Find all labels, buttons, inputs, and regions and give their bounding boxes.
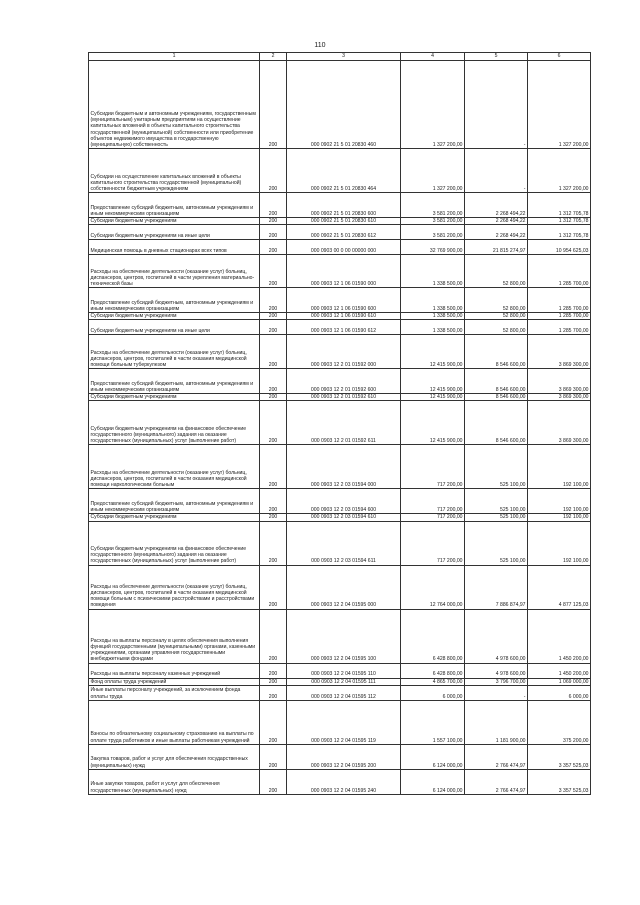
row-approved-amount: 6 124 000,00: [401, 769, 465, 794]
row-name: Расходы на обеспечение деятельности (оказание услуг) больниц, диспансеров, центров, госпиталей в части оказания медицинской помощи больным с психическими расстройствами и расстройствами поведения: [89, 565, 260, 609]
row-approved-amount: 12 415 900,00: [401, 335, 465, 369]
row-code: 200: [260, 685, 287, 700]
row-classification-code: 000 0903 12 2 01 01592 611: [287, 401, 401, 445]
row-executed-amount: 8 546 600,00: [465, 369, 528, 394]
row-executed-amount: 2 766 474,97: [465, 769, 528, 794]
row-approved-amount: 6 000,00: [401, 685, 465, 700]
row-unexecuted-amount: 1 312 705,78: [528, 225, 591, 240]
table-row: [89, 744, 591, 769]
table-row: [89, 61, 591, 149]
row-approved-amount: 32 769 900,00: [401, 240, 465, 255]
row-executed-amount: -: [465, 149, 528, 193]
row-name: Расходы на обеспечение деятельности (оказание услуг) больниц, диспансеров, центров, госпиталей в части оказания медицинской помощи наркологическим больным: [89, 445, 260, 489]
row-executed-amount: 8 546 600,00: [465, 394, 528, 401]
row-code: 200: [260, 313, 287, 320]
row-approved-amount: 1 557 100,00: [401, 700, 465, 744]
row-code: 200: [260, 288, 287, 313]
row-code: 200: [260, 769, 287, 794]
row-approved-amount: 12 415 900,00: [401, 394, 465, 401]
row-unexecuted-amount: 1 450 200,00: [528, 663, 591, 678]
row-unexecuted-amount: 6 000,00: [528, 685, 591, 700]
row-executed-amount: 525 100,00: [465, 514, 528, 521]
row-executed-amount: 4 978 600,00: [465, 609, 528, 663]
table-row: [89, 489, 591, 514]
row-name: Расходы на выплаты персоналу в целях обеспечения выполнения функций государственными (муниципальными) органами, казенными учреждениями, органами управления государственными внебюджетными фондами: [89, 609, 260, 663]
row-classification-code: 000 0903 12 2 04 01595 111: [287, 678, 401, 685]
row-classification-code: 000 0903 00 0 00 00000 000: [287, 240, 401, 255]
table-row: [89, 320, 591, 335]
row-classification-code: 000 0903 12 1 06 01590 000: [287, 255, 401, 288]
page-number: 110: [314, 42, 326, 49]
row-classification-code: 000 0903 12 2 04 01595 240: [287, 769, 401, 794]
row-approved-amount: 3 581 200,00: [401, 218, 465, 225]
row-code: 200: [260, 744, 287, 769]
row-executed-amount: 2 268 494,22: [465, 218, 528, 225]
row-approved-amount: 12 415 900,00: [401, 401, 465, 445]
row-code: 200: [260, 489, 287, 514]
row-classification-code: 000 0903 12 2 01 01592 610: [287, 394, 401, 401]
row-executed-amount: 1 181 900,00: [465, 700, 528, 744]
row-name: Субсидии бюджетным учреждениям: [89, 394, 260, 401]
table-row: [89, 369, 591, 394]
row-name: Субсидии бюджетным учреждениям: [89, 218, 260, 225]
row-approved-amount: 1 338 500,00: [401, 288, 465, 313]
row-classification-code: 000 0903 12 2 01 01592 000: [287, 335, 401, 369]
row-classification-code: 000 0903 12 2 04 01595 112: [287, 685, 401, 700]
row-unexecuted-amount: 1 312 705,78: [528, 193, 591, 218]
row-code: 200: [260, 394, 287, 401]
row-executed-amount: 525 100,00: [465, 521, 528, 565]
row-name: Предоставление субсидий бюджетным, автономным учреждениям и иным некоммерческим организациям: [89, 489, 260, 514]
row-approved-amount: 717 200,00: [401, 445, 465, 489]
row-approved-amount: 717 200,00: [401, 521, 465, 565]
row-unexecuted-amount: 3 869 300,00: [528, 394, 591, 401]
row-unexecuted-amount: 375 200,00: [528, 700, 591, 744]
row-executed-amount: 2 268 494,22: [465, 193, 528, 218]
row-name: Субсидии бюджетным учреждениям: [89, 313, 260, 320]
row-code: 200: [260, 521, 287, 565]
row-name: Предоставление субсидий бюджетным, автономным учреждениям и иным некоммерческим организациям: [89, 193, 260, 218]
row-approved-amount: 1 338 500,00: [401, 313, 465, 320]
budget-table: [88, 52, 591, 795]
row-code: 200: [260, 445, 287, 489]
row-classification-code: 000 0903 12 2 04 01595 110: [287, 663, 401, 678]
row-code: 200: [260, 61, 287, 149]
row-code: 200: [260, 565, 287, 609]
row-code: 200: [260, 401, 287, 445]
row-code: 200: [260, 149, 287, 193]
table-row: [89, 218, 591, 225]
table-row: [89, 313, 591, 320]
row-unexecuted-amount: 10 954 625,03: [528, 240, 591, 255]
row-unexecuted-amount: 1 327 200,00: [528, 149, 591, 193]
row-classification-code: 000 0902 21 5 01 20830 600: [287, 193, 401, 218]
row-name: Взносы по обязательному социальному страхованию на выплаты по оплате труда работников и иные выплаты работникам учреждений: [89, 700, 260, 744]
row-classification-code: 000 0902 21 5 01 20830 612: [287, 225, 401, 240]
table-row: [89, 609, 591, 663]
row-name: Субсидии бюджетным и автономным учреждениям, государственным (муниципальным) унитарным предприятиям на осуществление капитальных вложений в объекты капитального строительства государственной (муниципальной) собственности или приобретение объектов недвижимого имущества в государственную (муниципальную) собственность: [89, 61, 260, 149]
row-code: 200: [260, 663, 287, 678]
table-row: [89, 769, 591, 794]
row-unexecuted-amount: 3 869 300,00: [528, 401, 591, 445]
row-approved-amount: 3 581 200,00: [401, 193, 465, 218]
row-approved-amount: 4 865 700,00: [401, 678, 465, 685]
row-approved-amount: 12 415 900,00: [401, 369, 465, 394]
row-classification-code: 000 0903 12 2 04 01595 200: [287, 744, 401, 769]
table-row: [89, 149, 591, 193]
header-cell-5: 5: [465, 53, 528, 61]
row-name: Расходы на обеспечение деятельности (оказание услуг) больниц, диспансеров, центров, госпиталей в части укрепления материально-технической базы: [89, 255, 260, 288]
row-approved-amount: 1 338 500,00: [401, 320, 465, 335]
table-row: [89, 401, 591, 445]
row-classification-code: 000 0903 12 2 04 01595 000: [287, 565, 401, 609]
table-row: [89, 335, 591, 369]
row-executed-amount: 7 886 874,97: [465, 565, 528, 609]
row-name: Субсидии бюджетным учреждениям на иные цели: [89, 320, 260, 335]
row-approved-amount: 717 200,00: [401, 514, 465, 521]
row-unexecuted-amount: 3 869 300,00: [528, 335, 591, 369]
row-unexecuted-amount: 192 100,00: [528, 445, 591, 489]
row-code: 200: [260, 514, 287, 521]
header-cell-6: 6: [528, 53, 591, 61]
row-unexecuted-amount: 1 285 700,00: [528, 320, 591, 335]
table-row: [89, 685, 591, 700]
table-row: [89, 255, 591, 288]
row-name: Медицинская помощь в дневных стационарах всех типов: [89, 240, 260, 255]
row-code: 200: [260, 678, 287, 685]
header-cell-1: 1: [89, 53, 260, 61]
row-approved-amount: 6 428 800,00: [401, 663, 465, 678]
row-classification-code: 000 0902 21 5 01 20830 460: [287, 61, 401, 149]
row-classification-code: 000 0902 21 5 01 20830 464: [287, 149, 401, 193]
row-executed-amount: 3 796 700,00: [465, 678, 528, 685]
row-classification-code: 000 0903 12 2 04 01595 100: [287, 609, 401, 663]
table-row: [89, 514, 591, 521]
row-unexecuted-amount: 1 285 700,00: [528, 288, 591, 313]
table-row: [89, 394, 591, 401]
table-row: [89, 240, 591, 255]
row-name: Субсидии бюджетным учреждениям на финансовое обеспечение государственного (муниципального) задания на оказание государственных (муниципальных) услуг (выполнение работ): [89, 401, 260, 445]
row-classification-code: 000 0903 12 2 03 01594 600: [287, 489, 401, 514]
row-classification-code: 000 0902 21 5 01 20830 610: [287, 218, 401, 225]
row-approved-amount: 6 428 800,00: [401, 609, 465, 663]
row-executed-amount: 52 800,00: [465, 320, 528, 335]
row-code: 200: [260, 320, 287, 335]
row-approved-amount: 6 124 000,00: [401, 744, 465, 769]
row-name: Фонд оплаты труда учреждений: [89, 678, 260, 685]
row-executed-amount: 4 978 600,00: [465, 663, 528, 678]
row-name: Иные закупки товаров, работ и услуг для обеспечения государственных (муниципальных) нужд: [89, 769, 260, 794]
row-unexecuted-amount: 3 357 525,03: [528, 744, 591, 769]
row-code: 200: [260, 218, 287, 225]
row-name: Субсидии бюджетным учреждениям на иные цели: [89, 225, 260, 240]
row-approved-amount: 12 764 000,00: [401, 565, 465, 609]
row-name: Субсидии бюджетным учреждениям: [89, 514, 260, 521]
row-unexecuted-amount: 1 285 700,00: [528, 255, 591, 288]
row-approved-amount: 1 327 200,00: [401, 149, 465, 193]
row-code: 200: [260, 609, 287, 663]
row-executed-amount: 525 100,00: [465, 445, 528, 489]
row-name: Предоставление субсидий бюджетным, автономным учреждениям и иным некоммерческим организациям: [89, 369, 260, 394]
row-classification-code: 000 0903 12 2 03 01594 610: [287, 514, 401, 521]
row-executed-amount: 8 546 600,00: [465, 401, 528, 445]
row-unexecuted-amount: 1 285 700,00: [528, 313, 591, 320]
row-unexecuted-amount: 4 877 125,03: [528, 565, 591, 609]
row-classification-code: 000 0903 12 2 03 01594 611: [287, 521, 401, 565]
row-code: 200: [260, 193, 287, 218]
row-executed-amount: 52 800,00: [465, 313, 528, 320]
table-row: [89, 193, 591, 218]
row-executed-amount: -: [465, 685, 528, 700]
row-name: Расходы на выплаты персоналу казенных учреждений: [89, 663, 260, 678]
table-row: [89, 565, 591, 609]
row-classification-code: 000 0903 12 1 06 01590 610: [287, 313, 401, 320]
table-row: [89, 521, 591, 565]
row-executed-amount: 2 268 494,22: [465, 225, 528, 240]
row-classification-code: 000 0903 12 2 01 01592 600: [287, 369, 401, 394]
row-code: 200: [260, 225, 287, 240]
row-unexecuted-amount: 3 869 300,00: [528, 369, 591, 394]
row-executed-amount: 525 100,00: [465, 489, 528, 514]
row-classification-code: 000 0903 12 1 06 01590 600: [287, 288, 401, 313]
table-row: [89, 288, 591, 313]
row-code: 200: [260, 240, 287, 255]
row-approved-amount: 1 327 200,00: [401, 61, 465, 149]
table-row: [89, 663, 591, 678]
row-unexecuted-amount: 1 312 705,78: [528, 218, 591, 225]
row-executed-amount: 52 800,00: [465, 255, 528, 288]
row-name: Предоставление субсидий бюджетным, автономным учреждениям и иным некоммерческим организациям: [89, 288, 260, 313]
row-approved-amount: 1 338 500,00: [401, 255, 465, 288]
table-row: [89, 225, 591, 240]
row-code: 200: [260, 335, 287, 369]
row-unexecuted-amount: 1 327 200,00: [528, 61, 591, 149]
row-name: Иные выплаты персоналу учреждений, за исключением фонда оплаты труда: [89, 685, 260, 700]
row-unexecuted-amount: 3 357 525,03: [528, 769, 591, 794]
row-unexecuted-amount: 192 100,00: [528, 489, 591, 514]
row-executed-amount: 21 815 274,97: [465, 240, 528, 255]
table-row: [89, 700, 591, 744]
row-executed-amount: 2 766 474,97: [465, 744, 528, 769]
row-executed-amount: 52 800,00: [465, 288, 528, 313]
row-name: Расходы на обеспечение деятельности (оказание услуг) больниц, диспансеров, центров, госпиталей в части оказания медицинской помощи больным туберкулезом: [89, 335, 260, 369]
table-row: [89, 445, 591, 489]
row-code: 200: [260, 369, 287, 394]
row-classification-code: 000 0903 12 2 04 01595 119: [287, 700, 401, 744]
row-executed-amount: -: [465, 61, 528, 149]
row-executed-amount: 8 546 600,00: [465, 335, 528, 369]
table-row: [89, 678, 591, 685]
row-approved-amount: 3 581 200,00: [401, 225, 465, 240]
row-unexecuted-amount: 1 069 000,00: [528, 678, 591, 685]
row-name: Субсидии на осуществление капитальных вложений в объекты капитального строительства государственной (муниципальной) собственности бюджетным учреждениям: [89, 149, 260, 193]
row-unexecuted-amount: 192 100,00: [528, 521, 591, 565]
row-name: Субсидии бюджетным учреждениям на финансовое обеспечение государственного (муниципального) задания на оказание государственных (муниципальных) услуг (выполнение работ): [89, 521, 260, 565]
header-cell-3: 3: [287, 53, 401, 61]
header-cell-2: 2: [260, 53, 287, 61]
row-name: Закупка товаров, работ и услуг для обеспечения государственных (муниципальных) нужд: [89, 744, 260, 769]
table-header-row: [89, 53, 591, 61]
header-cell-4: 4: [401, 53, 465, 61]
row-classification-code: 000 0903 12 2 03 01594 000: [287, 445, 401, 489]
row-approved-amount: 717 200,00: [401, 489, 465, 514]
row-unexecuted-amount: 192 100,00: [528, 514, 591, 521]
row-code: 200: [260, 700, 287, 744]
budget-table-body: [89, 53, 591, 795]
row-code: 200: [260, 255, 287, 288]
row-unexecuted-amount: 1 450 200,00: [528, 609, 591, 663]
row-classification-code: 000 0903 12 1 06 01590 612: [287, 320, 401, 335]
